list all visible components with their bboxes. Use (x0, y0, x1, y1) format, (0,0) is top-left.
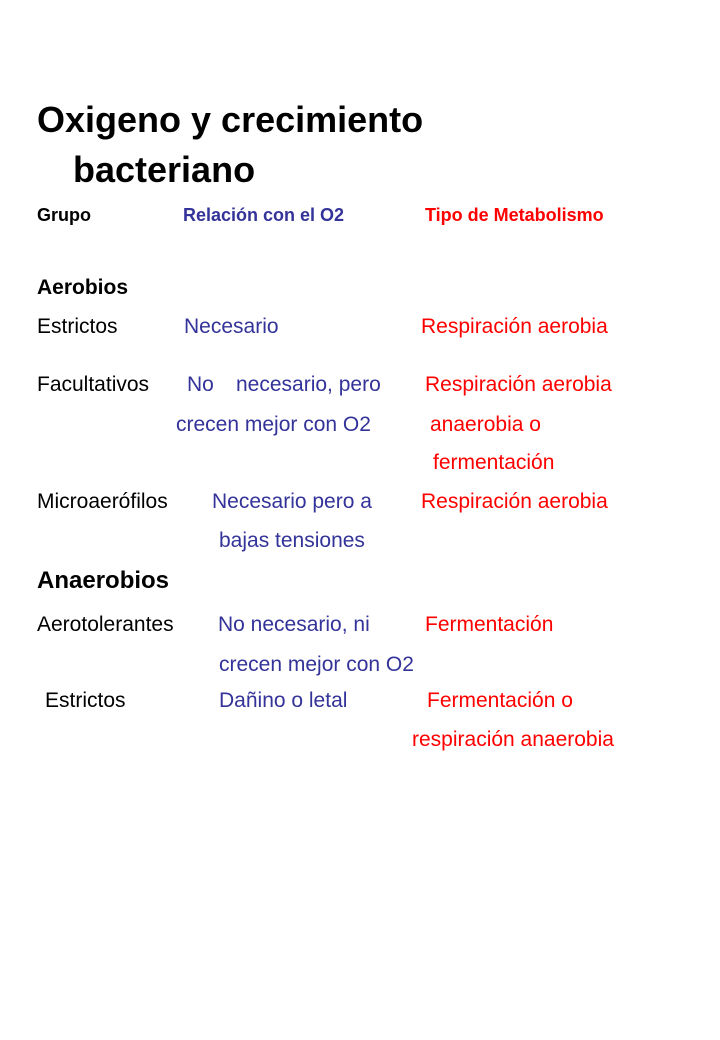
section-aerobios: Aerobios (37, 276, 129, 299)
row-aerotolerantes-grupo: Aerotolerantes (37, 613, 174, 636)
row-microaerofilos-relacion-2: bajas tensiones (219, 529, 365, 552)
row-microaerofilos-grupo: Microaerófilos (37, 490, 168, 513)
title-line-1: Oxigeno y crecimiento (37, 99, 424, 140)
row-microaerofilos-relacion-1: Necesario pero a (212, 490, 372, 513)
row-facultativos-grupo: Facultativos (37, 373, 150, 396)
row-estrictos-metabolismo: Respiración aerobia (421, 315, 608, 338)
row-facultativos-metabolismo-3: fermentación (433, 451, 555, 474)
row-anaerobios-estrictos-metabolismo-1: Fermentación o (427, 689, 573, 712)
row-anaerobios-estrictos-grupo: Estrictos (45, 689, 126, 712)
row-facultativos-metabolismo-2: anaerobia o (430, 413, 541, 436)
row-anaerobios-estrictos-relacion: Dañino o letal (219, 689, 348, 712)
title-line-2: bacteriano (73, 149, 256, 190)
row-facultativos-metabolismo-1: Respiración aerobia (425, 373, 612, 396)
row-aerotolerantes-relacion-2: crecen mejor con O2 (219, 653, 414, 676)
row-facultativos-relacion-2: necesario, pero (236, 373, 381, 396)
header-relacion: Relación con el O2 (183, 205, 345, 225)
header-metabolismo: Tipo de Metabolismo (425, 205, 604, 225)
header-grupo: Grupo (37, 205, 91, 225)
row-estrictos-grupo: Estrictos (37, 315, 118, 338)
row-estrictos-relacion: Necesario (184, 315, 279, 338)
section-anaerobios: Anaerobios (37, 567, 170, 594)
row-anaerobios-estrictos-metabolismo-2: respiración anaerobia (412, 728, 614, 751)
row-microaerofilos-metabolismo: Respiración aerobia (421, 490, 608, 513)
row-facultativos-relacion-1: No (187, 373, 214, 396)
row-aerotolerantes-metabolismo: Fermentación (425, 613, 554, 636)
row-facultativos-relacion-3: crecen mejor con O2 (176, 413, 371, 436)
row-aerotolerantes-relacion-1: No necesario, ni (218, 613, 370, 636)
